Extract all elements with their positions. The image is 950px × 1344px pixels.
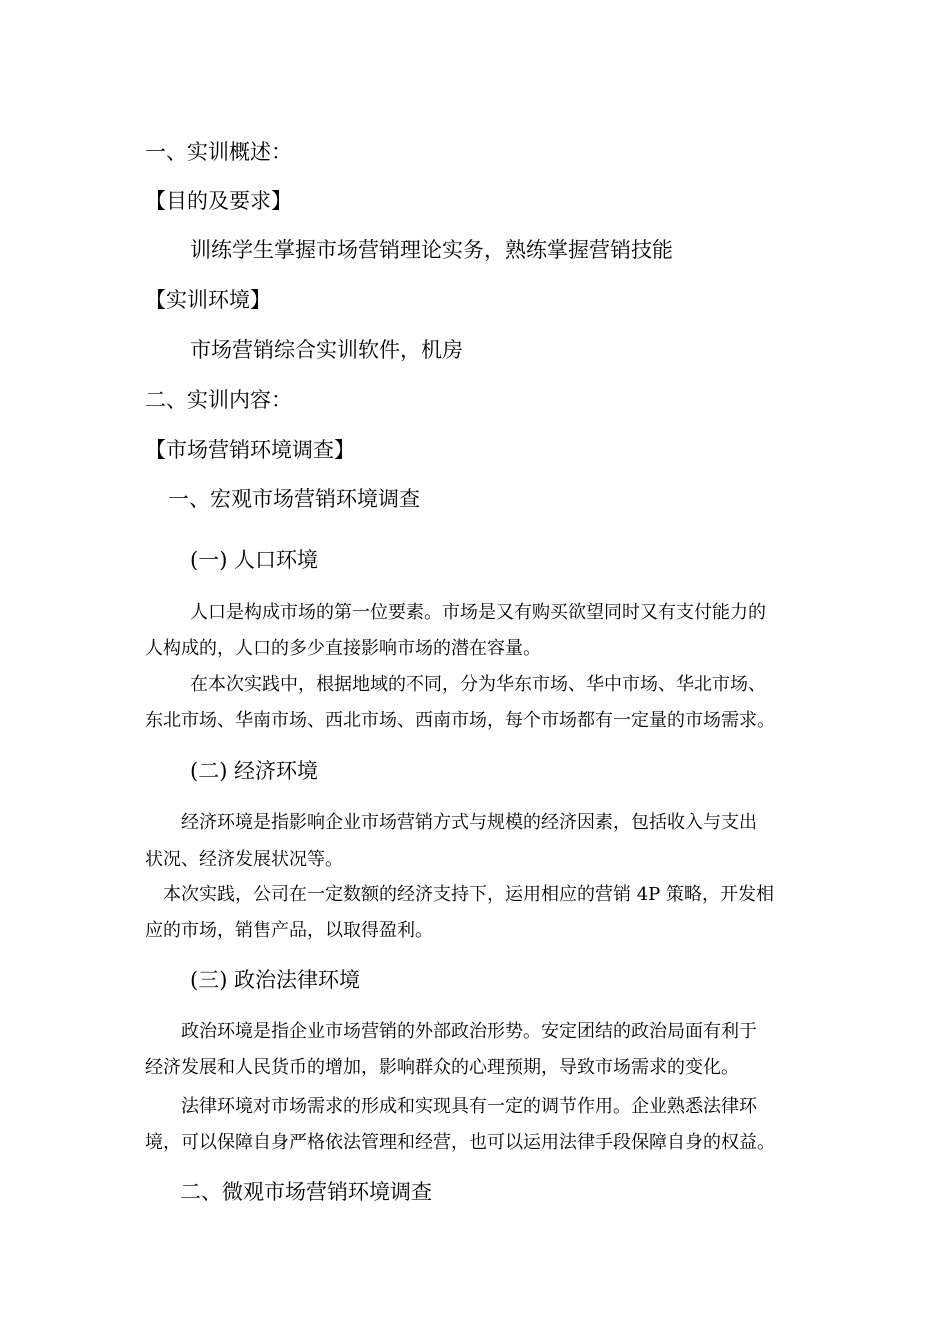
population-paragraph-2-line-1: 在本次实践中，根据地域的不同，分为华东市场、华中市场、华北市场、 xyxy=(190,674,766,695)
population-paragraph-1-line-1: 人口是构成市场的第一位要素。市场是又有购买欲望同时又有支付能力的 xyxy=(190,602,766,623)
politics-paragraph-1-line-2: 经济发展和人民货币的增加，影响群众的心理预期，导致市场需求的变化。 xyxy=(145,1057,739,1078)
politics-paragraph-2-line-2: 境，可以保障自身严格依法管理和经营，也可以运用法律手段保障自身的权益。 xyxy=(145,1132,775,1153)
economy-heading: (二) 经济环境 xyxy=(190,759,319,783)
population-paragraph-2-line-2: 东北市场、华南市场、西北市场、西南市场，每个市场都有一定量的市场需求。 xyxy=(145,710,775,731)
survey-heading: 【市场营销环境调查】 xyxy=(145,438,355,462)
economy-paragraph-1-line-2: 状况、经济发展状况等。 xyxy=(145,849,343,870)
purpose-heading: 【目的及要求】 xyxy=(145,189,292,213)
economy-paragraph-2-line-2: 应的市场，销售产品，以取得盈利。 xyxy=(145,920,433,941)
economy-paragraph-2-line-1: 本次实践，公司在一定数额的经济支持下，运用相应的营销 4P 策略，开发相 xyxy=(163,884,775,905)
purpose-text: 训练学生掌握市场营销理论实务，熟练掌握营销技能 xyxy=(190,238,673,262)
micro-section-title: 二、微观市场营销环境调查 xyxy=(180,1180,432,1204)
section1-title: 一、实训概述： xyxy=(145,140,292,164)
env-heading: 【实训环境】 xyxy=(145,288,271,312)
politics-paragraph-2-line-1: 法律环境对市场需求的形成和实现具有一定的调节作用。企业熟悉法律环 xyxy=(181,1096,757,1117)
section2-title: 二、实训内容： xyxy=(145,388,292,412)
politics-paragraph-1-line-1: 政治环境是指企业市场营销的外部政治形势。安定团结的政治局面有利于 xyxy=(181,1021,757,1042)
population-paragraph-1-line-2: 人构成的，人口的多少直接影响市场的潜在容量。 xyxy=(145,638,541,659)
env-text: 市场营销综合实训软件，机房 xyxy=(190,338,463,362)
politics-heading: (三) 政治法律环境 xyxy=(190,968,361,992)
economy-paragraph-1-line-1: 经济环境是指影响企业市场营销方式与规模的经济因素，包括收入与支出 xyxy=(181,812,757,833)
macro-section-title: 一、宏观市场营销环境调查 xyxy=(168,487,420,511)
population-heading: (一) 人口环境 xyxy=(190,548,319,572)
